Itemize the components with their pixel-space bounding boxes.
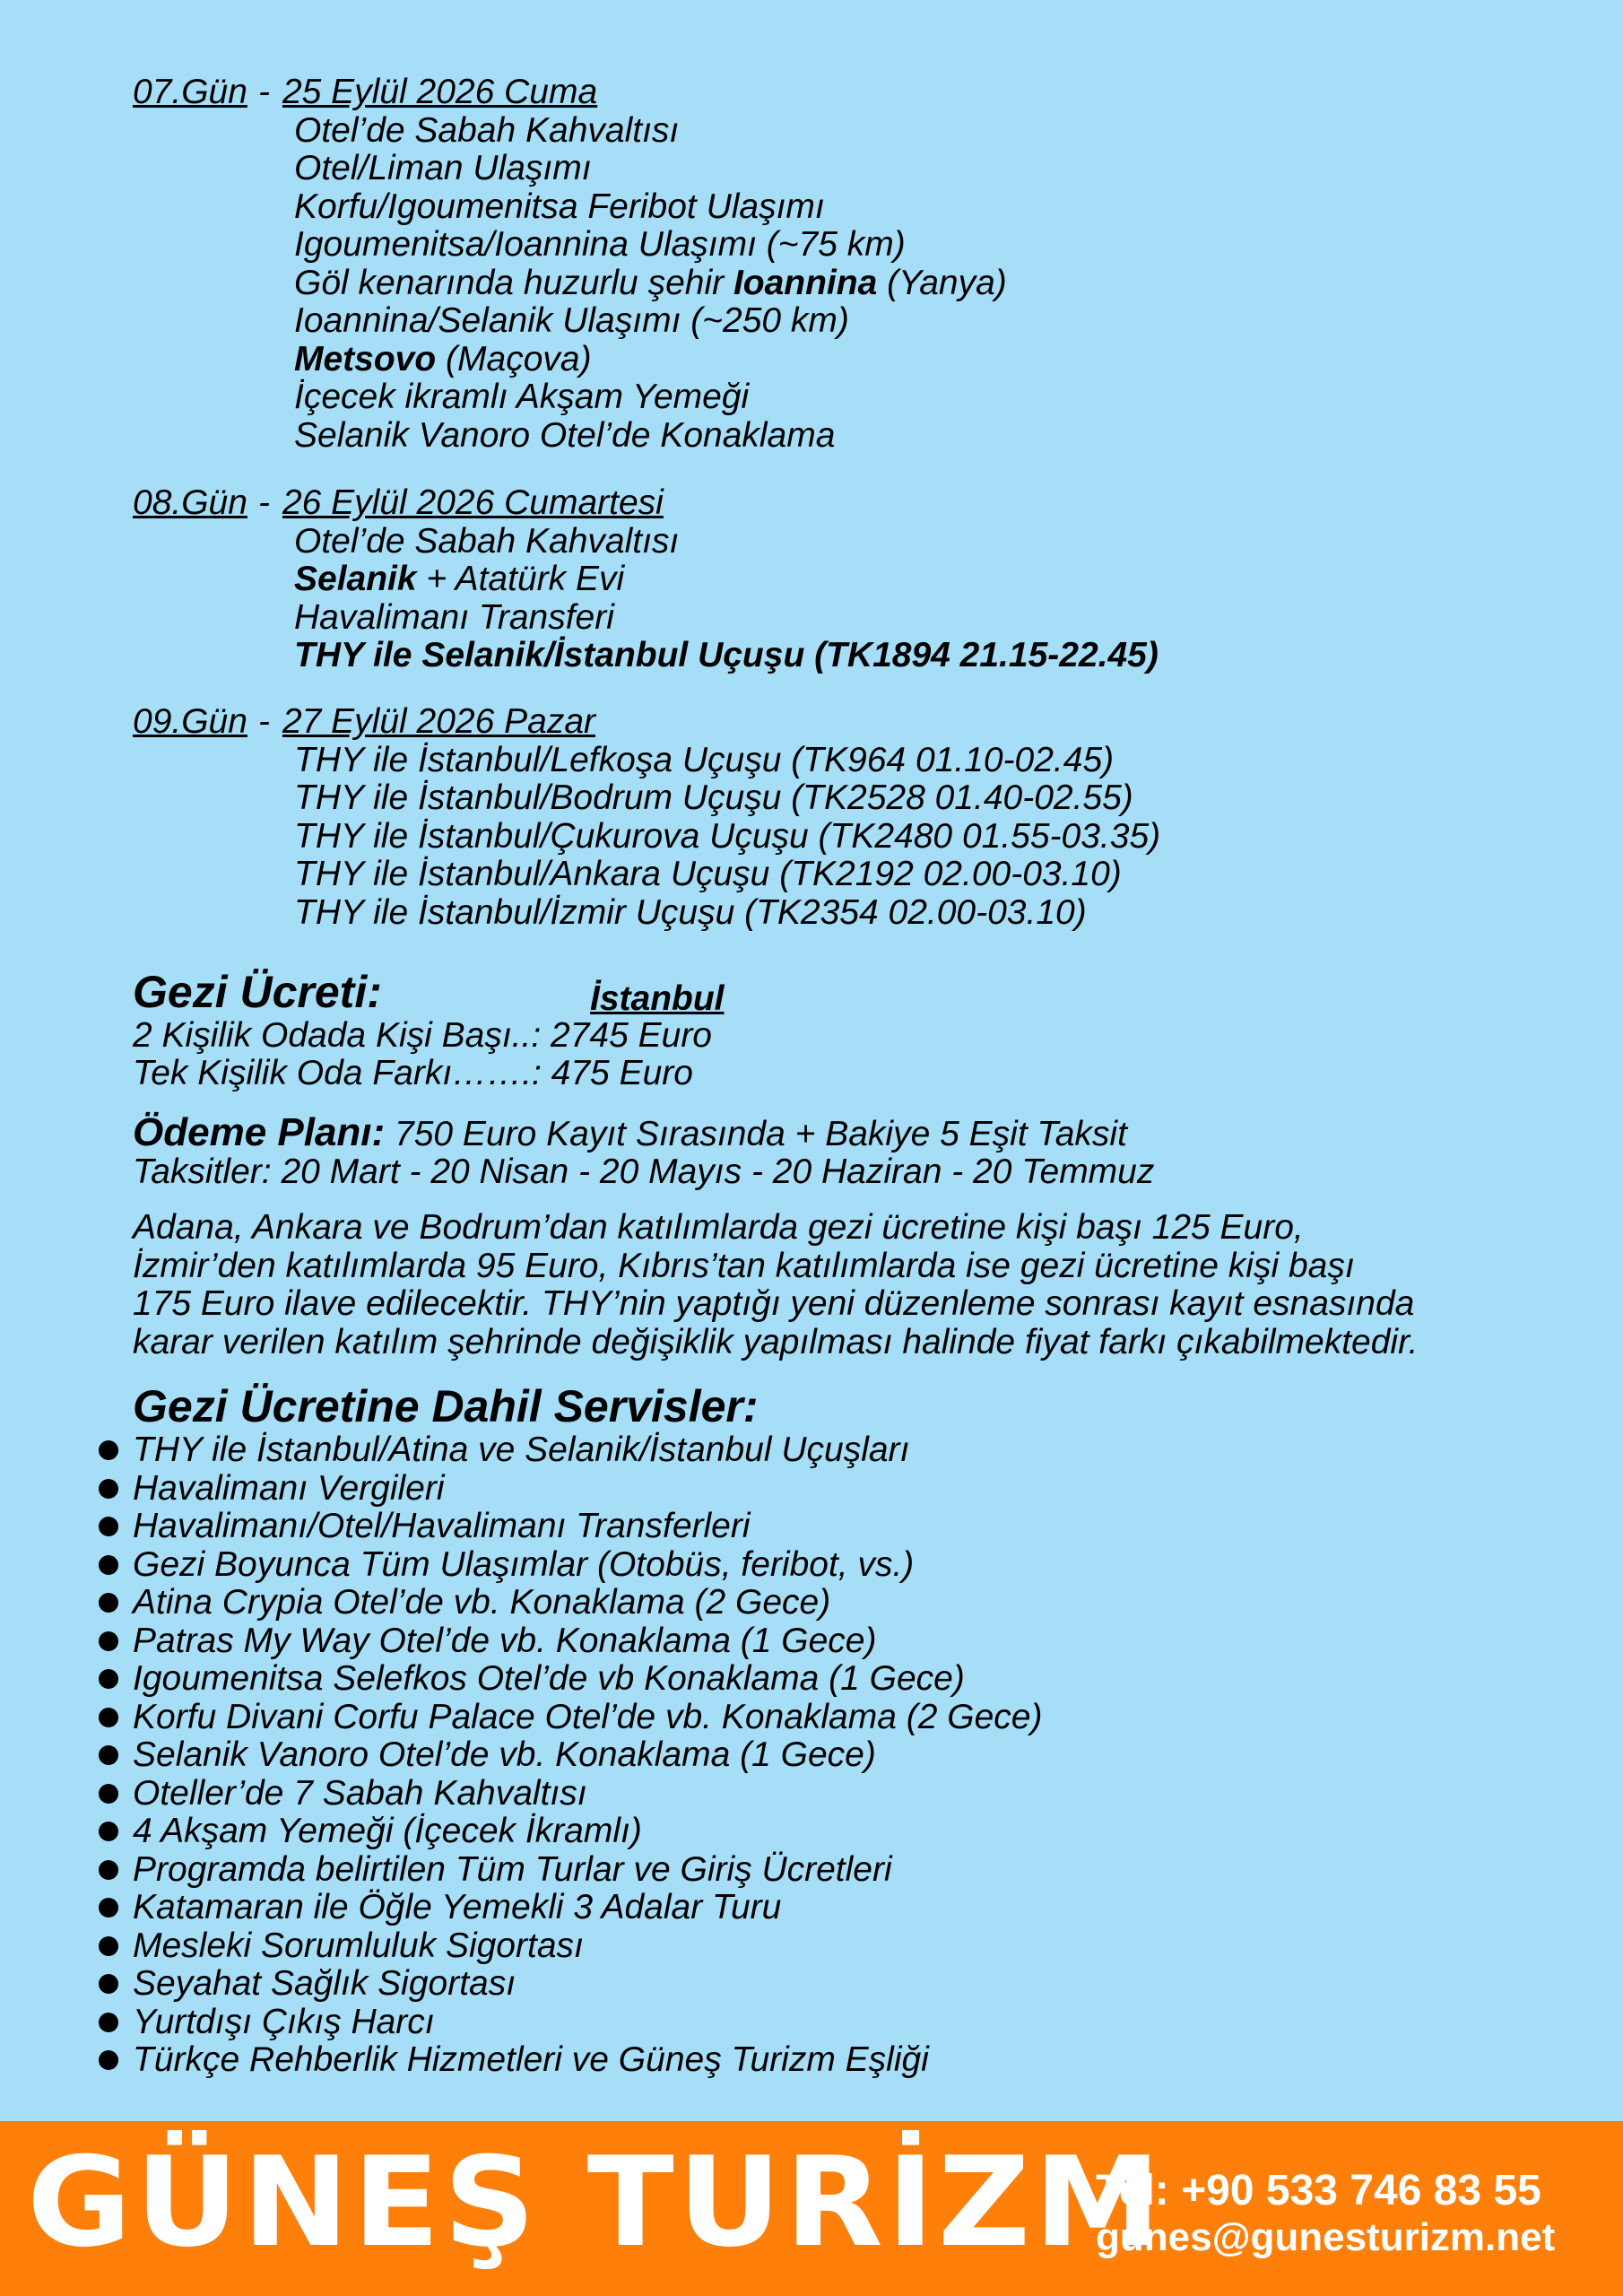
bullet-icon (99, 1936, 118, 1956)
service-item (99, 1508, 1042, 1546)
service-text: Igoumenitsa Selefkos Otel’de vb Konaklama (1 Gece) (133, 1659, 965, 1698)
payment-installments: Taksitler: 20 Mart - 20 Nisan - 20 Mayıs - 20 Haziran - 20 Temmuz (133, 1152, 1155, 1191)
service-text: Mesleki Sorumluluk Sigortası (133, 1926, 584, 1965)
highlight-text: Metsovo (294, 339, 437, 378)
service-text: Oteller’de 7 Sabah Kahvaltısı (133, 1773, 587, 1813)
note-line: Adana, Ankara ve Bodrum’dan katılımlarda gezi ücretine kişi başı 125 Euro, (133, 1208, 1304, 1247)
day-label: 09.Gün (133, 702, 247, 741)
itinerary-line (294, 265, 1007, 303)
bullet-icon (99, 1517, 118, 1536)
bullet-icon (99, 1440, 118, 1460)
itinerary-line (294, 742, 1160, 780)
note-line: karar verilen katılım şehrinde değişiklik yapılması halinde fiyat farkı çıkabilmektedir. (133, 1322, 1419, 1361)
itinerary-text: THY ile İstanbul/Lefkoşa Uçuşu (TK964 01.10-02.45) (294, 740, 1115, 779)
bullet-icon (99, 1631, 118, 1651)
service-item (99, 1736, 1042, 1775)
itinerary-text: (Maçova) (436, 339, 592, 378)
phone-number: Tel: +90 533 746 83 55 (1096, 2167, 1541, 2214)
service-text: Korfu Divani Corfu Palace Otel’de vb. Konaklama (2 Gece) (133, 1697, 1043, 1736)
bullet-icon (99, 1784, 118, 1804)
itinerary-text: Otel’de Sabah Kahvaltısı (294, 521, 680, 561)
day-header (133, 484, 1159, 523)
bullet-icon (99, 1555, 118, 1575)
itinerary-line (294, 417, 1007, 456)
day-itinerary (294, 742, 1160, 933)
itinerary-text: THY ile İstanbul/İzmir Uçuşu (TK2354 02.00-03.10) (294, 892, 1087, 932)
itinerary-text: (Yanya) (877, 263, 1007, 302)
service-item (99, 1927, 1042, 1966)
itinerary-line (294, 779, 1160, 818)
itinerary-text: THY ile İstanbul/Çukurova Uçuşu (TK2480 01.55-03.35) (294, 816, 1161, 856)
itinerary-text: Ioannina/Selanik Ulaşımı (~250 km) (294, 301, 849, 340)
surcharge-note (133, 1209, 1567, 1361)
service-item (99, 1699, 1042, 1737)
price-city: İstanbul (590, 979, 725, 1018)
service-item (99, 1965, 1042, 2004)
price-row-single: Tek Kişilik Oda Farkı…….: 475 Euro (133, 1054, 693, 1092)
itinerary-line (294, 894, 1160, 933)
payment-title: Ödeme Planı: (133, 1110, 386, 1154)
service-item (99, 1660, 1042, 1699)
service-item (99, 1813, 1042, 1851)
day-itinerary (294, 112, 1007, 456)
day-label: 08.Gün (133, 483, 247, 522)
bullet-icon (99, 1745, 118, 1765)
day-07 (133, 74, 1007, 455)
bullet-icon (99, 1898, 118, 1918)
day-label: 07.Gün (133, 73, 247, 111)
itinerary-line (294, 378, 1007, 417)
itinerary-text: + Atatürk Evi (416, 560, 625, 598)
day-date: 27 Eylül 2026 Pazar (282, 702, 595, 741)
itinerary-text: Otel’de Sabah Kahvaltısı (294, 110, 680, 150)
highlight-text: Ioannina (733, 263, 878, 302)
day-date: 25 Eylül 2026 Cuma (282, 73, 598, 111)
itinerary-line (294, 523, 1159, 561)
day-header (133, 703, 1160, 742)
note-line: 175 Euro ilave edilecektir. THY’nin yaptığı yeni düzenleme sonrası kayıt esnasında (133, 1284, 1415, 1323)
included-services (99, 1381, 1042, 2080)
itinerary-text: Otel/Liman Ulaşımı (294, 149, 592, 187)
service-item (99, 1470, 1042, 1509)
footer-banner (0, 2121, 1623, 2296)
highlight-text: Selanik (294, 560, 417, 598)
contact-info (1096, 2166, 1555, 2259)
service-text: Selanik Vanoro Otel’de vb. Konaklama (1 Gece) (133, 1735, 876, 1774)
day-08 (133, 484, 1159, 675)
itinerary-text: THY ile İstanbul/Ankara Uçuşu (TK2192 02.00-03.10) (294, 855, 1122, 893)
service-item (99, 2041, 1042, 2080)
services-title: Gezi Ücretine Dahil Servisler: (133, 1381, 759, 1431)
service-item (99, 1851, 1042, 1890)
itinerary-text: THY ile İstanbul/Bodrum Uçuşu (TK2528 01.40-02.55) (294, 778, 1133, 817)
itinerary-line (294, 226, 1007, 265)
day-itinerary (294, 523, 1159, 675)
itinerary-text: Igoumenitsa/Ioannina Ulaşımı (~75 km) (294, 225, 906, 264)
bullet-icon (99, 2013, 118, 2032)
itinerary-text: Göl kenarında huzurlu şehir (294, 263, 733, 302)
itinerary-line (294, 112, 1007, 151)
itinerary-line (294, 637, 1159, 675)
note-line: İzmir’den katılımlarda 95 Euro, Kıbrıs’tan katılımlarda ise gezi ücretine kişi başı (133, 1246, 1355, 1285)
service-text: Havalimanı Vergileri (133, 1468, 445, 1508)
day-header (133, 74, 1007, 112)
service-text: Seyahat Sağlık Sigortası (133, 1964, 516, 2003)
itinerary-line (294, 150, 1007, 188)
day-separator: - (257, 702, 270, 741)
itinerary-line (294, 818, 1160, 857)
brand-logo-text: GÜNEŞ TURİZM (27, 2130, 1165, 2274)
price-section (133, 967, 725, 1092)
payment-section (133, 1110, 1155, 1191)
bullet-icon (99, 1860, 118, 1880)
highlight-text: THY ile Selanik/İstanbul Uçuşu (TK1894 21.15-22.45) (294, 636, 1159, 674)
itinerary-line (294, 188, 1007, 227)
service-text: Patras My Way Otel’de vb. Konaklama (1 Gece) (133, 1621, 877, 1660)
service-text: Havalimanı/Otel/Havalimanı Transferleri (133, 1507, 751, 1545)
day-date: 26 Eylül 2026 Cumartesi (282, 483, 664, 522)
payment-text: 750 Euro Kayıt Sırasında + Bakiye 5 Eşit Taksit (385, 1115, 1127, 1153)
itinerary-text: Korfu/Igoumenitsa Feribot Ulaşımı (294, 187, 825, 226)
bullet-icon (99, 1822, 118, 1841)
service-item (99, 1546, 1042, 1585)
services-list (99, 1431, 1042, 2080)
email-address: gunes@gunesturizm.net (1096, 2215, 1556, 2259)
price-row-double: 2 Kişilik Odada Kişi Başı..: 2745 Euro (133, 1016, 712, 1055)
service-item (99, 1584, 1042, 1622)
day-09 (133, 703, 1160, 932)
service-text: THY ile İstanbul/Atina ve Selanik/İstanbul Uçuşları (133, 1431, 910, 1469)
bullet-icon (99, 1708, 118, 1727)
itinerary-line (294, 599, 1159, 638)
price-title: Gezi Ücreti: (133, 967, 382, 1017)
service-text: 4 Akşam Yemeği (İçecek İkramlı) (133, 1812, 642, 1850)
service-text: Türkçe Rehberlik Hizmetleri ve Güneş Turizm Eşliği (133, 2040, 929, 2079)
service-text: Gezi Boyunca Tüm Ulaşımlar (Otobüs, feribot, vs.) (133, 1544, 915, 1584)
itinerary-line (294, 302, 1007, 341)
service-text: Atina Crypia Otel’de vb. Konaklama (2 Gece) (133, 1583, 831, 1622)
service-text: Yurtdışı Çıkış Harcı (133, 2002, 435, 2041)
service-text: Katamaran ile Öğle Yemekli 3 Adalar Turu (133, 1888, 782, 1926)
service-item (99, 1431, 1042, 1470)
bullet-icon (99, 1974, 118, 1994)
day-separator: - (257, 483, 270, 522)
itinerary-line (294, 856, 1160, 894)
service-item (99, 2004, 1042, 2042)
bullet-icon (99, 1479, 118, 1499)
service-item (99, 1775, 1042, 1813)
itinerary-text: Havalimanı Transferi (294, 597, 614, 637)
service-item (99, 1622, 1042, 1661)
bullet-icon (99, 1593, 118, 1613)
itinerary-text: Selanik Vanoro Otel’de Konaklama (294, 415, 836, 455)
service-text: Programda belirtilen Tüm Turlar ve Giriş Ücretleri (133, 1849, 892, 1889)
itinerary-line (294, 561, 1159, 599)
bullet-icon (99, 1669, 118, 1689)
service-item (99, 1889, 1042, 1927)
itinerary-line (294, 341, 1007, 379)
bullet-icon (99, 2050, 118, 2070)
day-separator: - (257, 73, 270, 111)
itinerary-text: İçecek ikramlı Akşam Yemeği (294, 378, 750, 416)
